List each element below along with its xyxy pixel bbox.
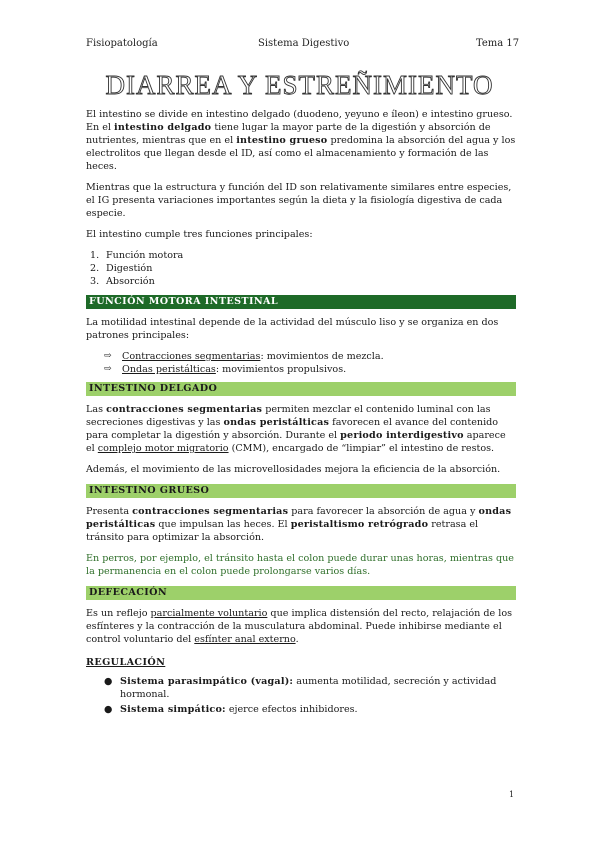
grueso-note: En perros, por ejemplo, el tránsito hasta el colon puede durar unas horas, mientras que la permanencia en el colon puede prolongarse varios días. — [86, 553, 514, 577]
text: para favorecer la absorción de agua y — [288, 506, 479, 517]
intro-paragraph-1 — [86, 108, 516, 173]
bullet-icon: ● — [104, 704, 113, 715]
term-bold: Sistema simpático: — [120, 704, 226, 715]
term-underlined: parcialmente voluntario — [150, 608, 268, 619]
term-bold: ondas peristálticas — [86, 506, 512, 530]
text: . — [295, 634, 299, 645]
term-bold: ondas peristálticas — [223, 417, 330, 428]
term-intestino-delgado: intestino delgado — [114, 122, 212, 133]
list-number: 1. — [90, 250, 100, 261]
text: : movimientos de mezcla. — [260, 351, 384, 362]
list-item — [86, 675, 516, 701]
section-heading-regulacion: REGULACIÓN — [86, 657, 166, 668]
grueso-paragraph-1 — [86, 505, 516, 544]
text: predomina la absorción del agua y los electrolitos que llegan desde el ID, así como el almacenamiento y formación de las heces. — [86, 135, 516, 172]
list-item — [86, 262, 516, 275]
header-right: Tema 17 — [476, 38, 520, 49]
list-item — [86, 350, 516, 363]
document-body — [86, 108, 516, 718]
text: El intestino se divide en intestino delgado (duodeno, yeyuno e íleon) e intestino grueso. En el — [86, 109, 513, 133]
delgado-paragraph-1 — [86, 403, 516, 455]
text: aparece el — [86, 430, 506, 454]
motora-paragraph: La motilidad intestinal depende de la actividad del músculo liso y se organiza en dos patrones principales: — [86, 317, 499, 341]
bullet-icon: ● — [104, 676, 113, 687]
term-underlined: Ondas peristálticas — [122, 364, 216, 375]
list-item — [86, 249, 516, 262]
term-underlined: Contracciones segmentarias — [122, 351, 261, 362]
delgado-paragraph-2: Además, el movimiento de las microvellosidades mejora la eficiencia de la absorción. — [86, 464, 501, 475]
list-label: Función motora — [106, 250, 184, 261]
list-number: 2. — [90, 263, 100, 274]
page-number: 1 — [509, 790, 515, 799]
term-bold: periodo interdigestivo — [340, 430, 464, 441]
list-label: Absorción — [106, 276, 155, 287]
arrow-icon: ⇨ — [104, 364, 112, 374]
text: que implica distensión del recto, relajación de los esfínteres y la contracción de la musculatura abdominal. Puede inhibirse mediante el control voluntario del — [86, 608, 513, 645]
text: retrasa el tránsito para optimizar la absorción. — [86, 519, 479, 543]
list-number: 3. — [90, 276, 100, 287]
text: tiene lugar la mayor parte de la digestión y absorción de nutrientes, mientras que en el — [86, 122, 491, 146]
text: ejerce efectos inhibidores. — [225, 704, 358, 715]
functions-list — [86, 249, 516, 288]
defecacion-paragraph — [86, 607, 516, 646]
text: (CMM), encargado de “limpiar” el intestino de restos. — [228, 443, 495, 454]
regulacion-list — [86, 675, 516, 716]
intro-paragraph-3: El intestino cumple tres funciones principales: — [86, 229, 313, 240]
header-left: Fisiopatología — [86, 38, 158, 49]
section-heading-defecacion: DEFECACIÓN — [86, 586, 516, 600]
section-heading-intestino-delgado: INTESTINO DELGADO — [86, 382, 516, 396]
term-bold: contracciones segmentarias — [106, 404, 263, 415]
list-item — [86, 275, 516, 288]
text: que impulsan las heces. El — [155, 519, 291, 530]
section-heading-funcion-motora: FUNCIÓN MOTORA INTESTINAL — [86, 295, 516, 309]
text: favorecen el avance del contenido para completar la digestión y absorción. Durante el — [86, 417, 499, 441]
header-center: Sistema Digestivo — [258, 38, 350, 49]
section-heading-intestino-grueso: INTESTINO GRUESO — [86, 484, 516, 498]
arrow-icon: ⇨ — [104, 351, 112, 361]
motora-list — [86, 350, 516, 376]
text: : movimientos propulsivos. — [215, 364, 347, 375]
list-item — [86, 703, 516, 716]
text: Presenta — [86, 506, 133, 517]
list-label: Digestión — [106, 263, 153, 274]
list-item — [86, 363, 516, 376]
term-underlined: esfínter anal externo — [194, 634, 296, 645]
text: Es un reflejo — [86, 608, 151, 619]
text: aumenta motilidad, secreción y actividad hormonal. — [120, 676, 497, 700]
term-intestino-grueso: intestino grueso — [236, 135, 328, 146]
text: permiten mezclar el contenido luminal con las secreciones digestivas y las — [86, 404, 491, 428]
term-bold: peristaltismo retrógrado — [290, 519, 429, 530]
term-underlined: complejo motor migratorio — [97, 443, 229, 454]
page-title: DIARREA Y ESTREÑIMIENTO — [105, 70, 494, 100]
term-bold: Sistema parasimpático (vagal): — [120, 676, 294, 687]
intro-paragraph-2: Mientras que la estructura y función del ID son relativamente similares entre especies, el IG presenta variaciones importantes según la dieta y la fisiología digestiva de cada especie. — [86, 182, 512, 219]
text: Las — [86, 404, 107, 415]
term-bold: contracciones segmentarias — [132, 506, 289, 517]
